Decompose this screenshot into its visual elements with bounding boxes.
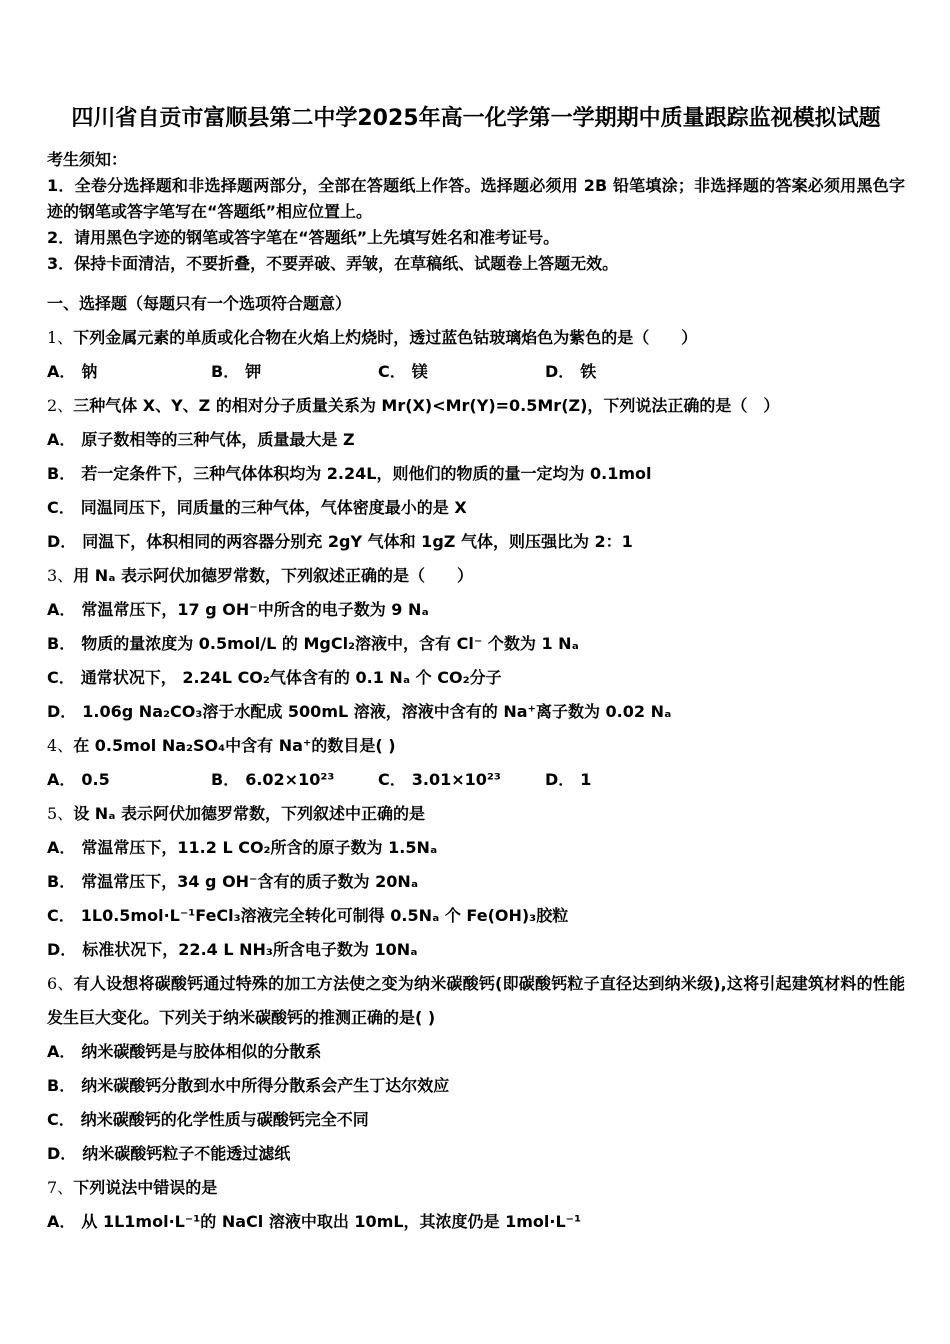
question-5-option-c [47,899,905,933]
question-5 [47,797,905,967]
option-text: 钾 [245,362,262,381]
question-1 [47,321,905,389]
option-label: B． [211,362,240,381]
option-label: C． [47,668,75,687]
option-text: 通常状况下， 2.24L CO₂气体含有的 0.1 Nₐ 个 CO₂分子 [80,668,502,687]
question-6 [47,967,905,1171]
option-label: B． [47,872,76,891]
question-2-option-d [47,525,905,559]
option-text: 同温下，体积相同的两容器分别充 2gY 气体和 1gZ 气体，则压强比为 2：1 [82,532,633,551]
option-label: D． [47,702,77,721]
option-label: B． [47,634,76,653]
option-label: B． [211,770,240,789]
option-text: 3.01×10²³ [411,770,501,789]
question-4-option-c [378,763,545,797]
option-text: 从 1L1mol·L⁻¹的 NaCl 溶液中取出 10mL，其浓度仍是 1mol·L⁻¹ [81,1212,582,1231]
option-label: C． [47,498,75,517]
question-1-stem [47,321,905,355]
option-label: A． [47,770,76,789]
question-2 [47,389,905,559]
question-7-number: 7、 [47,1178,74,1197]
question-5-option-b [47,865,905,899]
notice-item-3: 3．保持卡面清洁，不要折叠，不要弄破、弄皱，在草稿纸、试题卷上答题无效。 [47,254,619,273]
option-label: C． [378,770,406,789]
option-label: D． [545,362,575,381]
option-label: C． [378,362,406,381]
option-label: A． [47,838,76,857]
question-1-number: 1、 [47,328,74,347]
question-1-option-c [378,355,545,389]
option-text: 纳米碳酸钙的化学性质与碳酸钙完全不同 [80,1110,369,1129]
option-label: A． [47,430,76,449]
question-3-stem [47,559,905,593]
question-6-option-b [47,1069,905,1103]
question-6-option-a [47,1035,905,1069]
question-1-option-d [545,355,905,389]
option-label: D． [47,940,77,959]
option-text: 1L0.5mol·L⁻¹FeCl₃溶液完全转化可制得 0.5Nₐ 个 Fe(OH)₃胶粒 [80,906,569,925]
question-6-stem [47,967,905,1035]
question-1-option-a [47,355,211,389]
question-4-option-a [47,763,211,797]
question-4 [47,729,905,797]
option-label: D． [47,1144,77,1163]
question-4-stem [47,729,905,763]
question-5-stem [47,797,905,831]
question-1-option-b [211,355,378,389]
option-text: 纳米碳酸钙粒子不能透过滤纸 [82,1144,291,1163]
question-4-options-row [47,763,905,797]
option-text: 常温常压下，34 g OH⁻含有的质子数为 20Nₐ [81,872,419,891]
question-2-stem [47,389,905,423]
question-2-stem-text: 三种气体 X、Y、Z 的相对分子质量关系为 Mr(X)<Mr(Y)=0.5Mr(Z)，下列说法正确的是（ ） [73,396,780,415]
question-4-option-b [211,763,378,797]
question-3-option-d [47,695,905,729]
option-label: C． [47,1110,75,1129]
option-text: 纳米碳酸钙是与胶体相似的分散系 [81,1042,322,1061]
option-text: 原子数相等的三种气体，质量最大是 Z [81,430,355,449]
question-4-number: 4、 [47,736,74,755]
question-1-stem-text: 下列金属元素的单质或化合物在火焰上灼烧时，透过蓝色钴玻璃焰色为紫色的是（ ） [73,328,698,347]
exam-title: 四川省自贡市富顺县第二中学2025年高一化学第一学期期中质量跟踪监视模拟试题 [71,106,881,131]
question-6-stem-text: 有人设想将碳酸钙通过特殊的加工方法使之变为纳米碳酸钙(即碳酸钙粒子直径达到纳米级),这将引起建筑材料的性能发生巨大变化。下列关于纳米碳酸钙的推测正确的是( ) [47,974,905,1027]
notice-item-1: 1．全卷分选择题和非选择题两部分，全部在答题纸上作答。选择题必须用 2B 铅笔填涂；非选择题的答案必须用黑色字迹的钢笔或答字笔写在“答题纸”相应位置上。 [47,176,905,221]
question-3 [47,559,905,729]
question-4-option-d [545,763,905,797]
question-2-option-a [47,423,905,457]
question-3-number: 3、 [47,566,74,585]
option-label: B． [47,464,76,483]
option-label: A． [47,362,76,381]
notice-item-2: 2．请用黑色字迹的钢笔或答字笔在“答题纸”上先填写姓名和准考证号。 [47,228,560,247]
question-5-stem-text: 设 Nₐ 表示阿伏加德罗常数，下列叙述中正确的是 [73,804,426,823]
question-2-number: 2、 [47,396,74,415]
option-text: 镁 [411,362,428,381]
option-text: 铁 [580,362,597,381]
option-text: 同温同压下，同质量的三种气体，气体密度最小的是 X [80,498,467,517]
question-6-number: 6、 [47,974,74,993]
option-label: D． [47,532,77,551]
question-2-option-b [47,457,905,491]
question-3-option-c [47,661,905,695]
question-7-stem [47,1171,905,1205]
question-6-option-c [47,1103,905,1137]
question-7-stem-text: 下列说法中错误的是 [73,1178,218,1197]
question-1-options-row [47,355,905,389]
question-7-option-a [47,1205,905,1239]
question-3-option-a [47,593,905,627]
question-6-option-d [47,1137,905,1171]
option-text: 常温常压下，17 g OH⁻中所含的电子数为 9 Nₐ [81,600,429,619]
option-text: 0.5 [81,770,110,789]
option-text: 1.06g Na₂CO₃溶于水配成 500mL 溶液，溶液中含有的 Na⁺离子数为 0.02 Nₐ [82,702,672,721]
section-header: 一、选择题（每题只有一个选项符合题意） [47,294,352,313]
option-text: 常温常压下，11.2 L CO₂所含的原子数为 1.5Nₐ [81,838,438,857]
option-label: A． [47,1212,76,1231]
option-label: A． [47,1042,76,1061]
option-text: 纳米碳酸钙分散到水中所得分散系会产生丁达尔效应 [81,1076,450,1095]
option-label: C． [47,906,75,925]
question-5-option-d [47,933,905,967]
option-text: 钠 [81,362,98,381]
question-2-option-c [47,491,905,525]
question-4-stem-text: 在 0.5mol Na₂SO₄中含有 Na⁺的数目是( ) [73,736,396,755]
notice-header: 考生须知： [47,150,128,169]
question-5-option-a [47,831,905,865]
notice-section [47,147,905,277]
option-text: 1 [580,770,592,789]
option-text: 标准状况下，22.4 L NH₃所含电子数为 10Nₐ [82,940,418,959]
option-text: 6.02×10²³ [245,770,335,789]
question-3-option-b [47,627,905,661]
option-text: 物质的量浓度为 0.5mol/L 的 MgCl₂溶液中，含有 Cl⁻ 个数为 1 Nₐ [81,634,579,653]
option-label: D． [545,770,575,789]
option-label: A． [47,600,76,619]
question-5-number: 5、 [47,804,74,823]
question-3-stem-text: 用 Nₐ 表示阿伏加德罗常数，下列叙述正确的是（ ） [73,566,474,585]
question-7 [47,1171,905,1239]
option-label: B． [47,1076,76,1095]
option-text: 若一定条件下，三种气体体积均为 2.24L，则他们的物质的量一定均为 0.1mol [81,464,652,483]
